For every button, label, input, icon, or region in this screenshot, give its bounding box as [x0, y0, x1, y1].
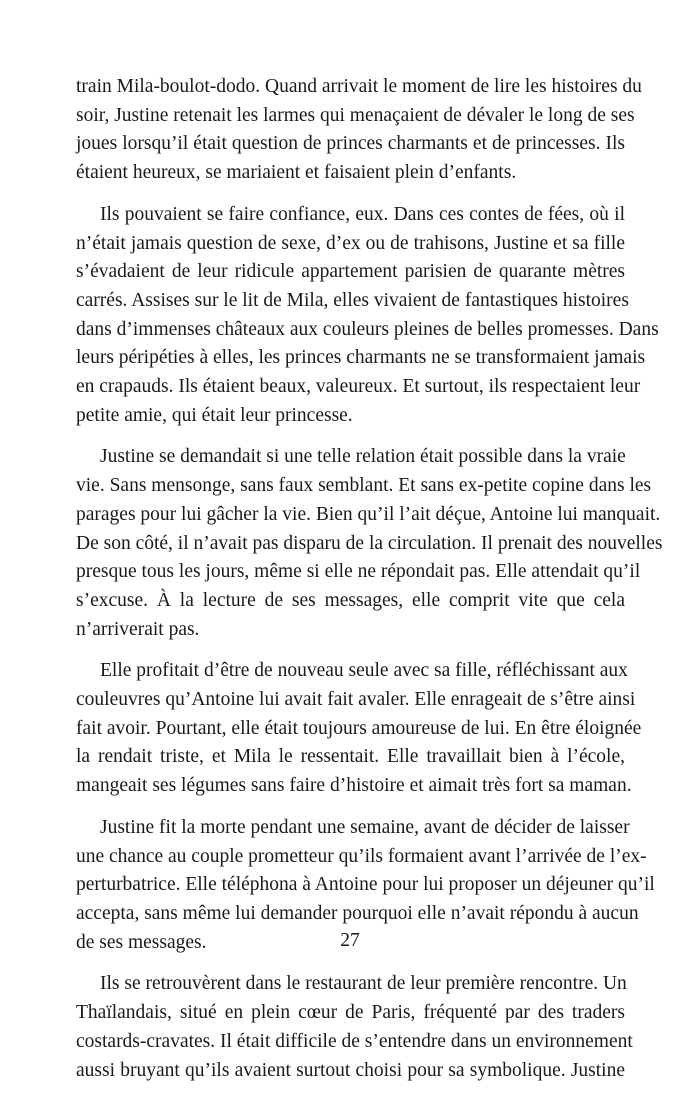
text-line: De son côté, il n’avait pas disparu de la circulation. Il prenait des nouvelles [76, 532, 663, 554]
text-line: presque tous les jours, même si elle ne répondait pas. Elle attendait qu’il [76, 561, 641, 583]
text-line: soir, Justine retenait les larmes qui menaçaient de dévaler le long de ses [76, 104, 635, 126]
text-line: étaient heureux, se mariaient et faisaient plein d’enfants. [76, 162, 517, 184]
text-line: Ils pouvaient se faire confiance, eux. Dans ces contes de fées, où il [100, 203, 625, 225]
page-number: 27 [340, 930, 360, 951]
text-line: Elle profitait d’être de nouveau seule avec sa fille, réfléchissant aux [100, 660, 628, 682]
text-line: Ils se retrouvèrent dans le restaurant de leur première rencontre. Un [100, 973, 627, 995]
text-line: n’arriverait pas. [76, 618, 200, 640]
paragraph [76, 657, 642, 801]
text-line: perturbatrice. Elle téléphona à Antoine pour lui proposer un déjeuner qu’il [76, 874, 655, 896]
paragraph [76, 201, 659, 431]
text-line: fait avoir. Pourtant, elle était toujours amoureuse de lui. En être éloignée [76, 717, 642, 739]
text-line: n’était jamais question de sexe, d’ex ou de trahisons, Justine et sa fille [76, 232, 625, 254]
text-line: carrés. Assises sur le lit de Mila, elles vivaient de fantastiques histoires [76, 289, 629, 311]
text-line: dans d’immenses châteaux aux couleurs pleines de belles promesses. Dans [76, 318, 659, 340]
text-line: s’excuse. À la lecture de ses messages, elle comprit vite que cela [76, 589, 625, 611]
paragraph [76, 73, 642, 188]
text-line: de ses messages. [76, 931, 207, 953]
text-line: Justine fit la morte pendant une semaine, avant de décider de laisser [100, 816, 630, 838]
text-line: parages pour lui gâcher la vie. Bien qu’il l’ait déçue, Antoine lui manquait. [76, 503, 661, 525]
text-line: s’évadaient de leur ridicule appartement parisien de quarante mètres [76, 261, 625, 283]
paragraph [76, 443, 663, 644]
text-line: mangeait ses légumes sans faire d’histoire et aimait très fort sa maman. [76, 775, 632, 797]
text-line: accepta, sans même lui demander pourquoi elle n’avait répondu à aucun [76, 902, 639, 924]
text-line: une chance au couple prometteur qu’ils formaient avant l’arrivée de l’ex- [76, 845, 647, 867]
text-line: couleuvres qu’Antoine lui avait fait avaler. Elle enrageait de s’être ainsi [76, 689, 636, 711]
text-line: en crapauds. Ils étaient beaux, valeureux. Et surtout, ils respectaient leur [76, 376, 641, 398]
text-line: train Mila-boulot-dodo. Quand arrivait le moment de lire les histoires du [76, 76, 642, 97]
text-line: vie. Sans mensonge, sans faux semblant. Et sans ex-petite copine dans les [76, 475, 652, 497]
text-line: Justine se demandait si une telle relation était possible dans la vraie [100, 446, 626, 468]
text-line: aussi bruyant qu’ils avaient surtout choisi pour sa symbolique. Justine [76, 1059, 625, 1081]
text-line: costards-cravates. Il était difficile de s’entendre dans un environnement [76, 1030, 633, 1052]
text-line: Thaïlandais, situé en plein cœur de Paris, fréquenté par des traders [76, 1002, 625, 1024]
text-line: petite amie, qui était leur princesse. [76, 404, 353, 426]
text-line: joues lorsqu’il était question de princes charmants et de princesses. Ils [76, 133, 625, 155]
text-line: leurs péripéties à elles, les princes charmants ne se transformaient jamais [76, 347, 646, 369]
paragraph [76, 970, 633, 1085]
text-line: la rendait triste, et Mila le ressentait. Elle travaillait bien à l’école, [76, 746, 625, 768]
